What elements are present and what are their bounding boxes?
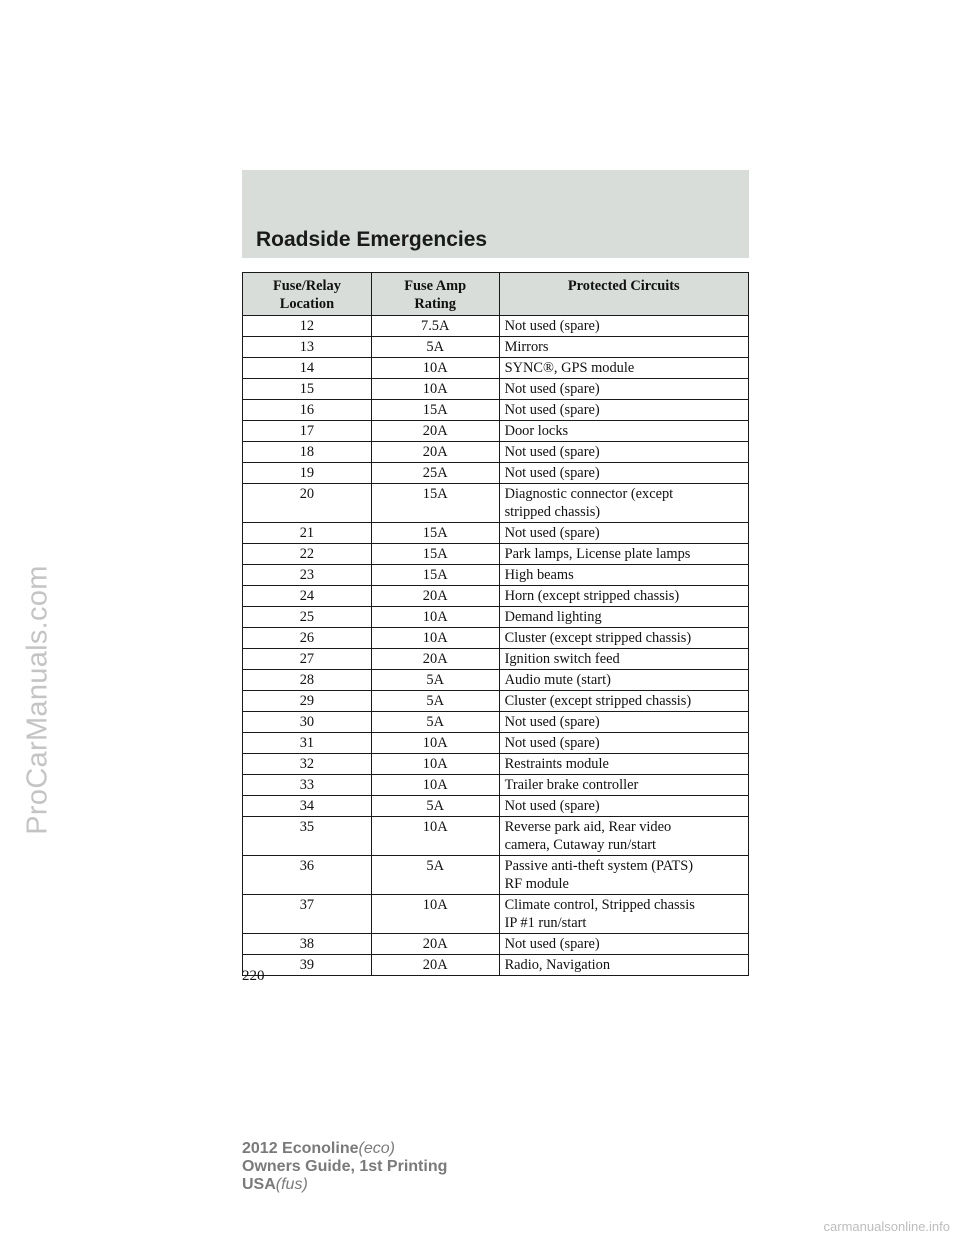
cell-location: 24 [243,586,372,607]
cell-protected-circuits: Audio mute (start) [499,670,748,691]
table-row [243,796,749,817]
cell-location: 32 [243,754,372,775]
table-row [243,442,749,463]
cell-protected-circuits: Not used (spare) [499,934,748,955]
watermark-text: ProCarManuals.com [21,565,54,835]
table-row [243,934,749,955]
cell-protected-circuits: High beams [499,565,748,586]
cell-protected-circuits: Horn (except stripped chassis) [499,586,748,607]
cell-amp-rating: 20A [371,442,499,463]
table-row [243,712,749,733]
table-row [243,358,749,379]
table-row [243,895,749,934]
cell-amp-rating: 10A [371,733,499,754]
cell-protected-circuits: Not used (spare) [499,379,748,400]
cell-amp-rating: 10A [371,817,499,856]
cell-amp-rating: 20A [371,934,499,955]
header-fuse-relay-location: Fuse/Relay Location [243,273,372,316]
cell-amp-rating: 10A [371,895,499,934]
table-row [243,691,749,712]
table-row [243,955,749,976]
cell-location: 26 [243,628,372,649]
cell-location: 37 [243,895,372,934]
cell-location: 33 [243,775,372,796]
cell-amp-rating: 15A [371,400,499,421]
cell-location: 36 [243,856,372,895]
table-row [243,337,749,358]
cell-amp-rating: 20A [371,586,499,607]
table-row [243,754,749,775]
cell-location: 30 [243,712,372,733]
cell-location: 19 [243,463,372,484]
footer-model: 2012 Econoline [242,1140,359,1157]
footer-model-code: (eco) [358,1140,395,1157]
table-row [243,775,749,796]
cell-location: 14 [243,358,372,379]
table-row [243,565,749,586]
cell-protected-circuits: Radio, Navigation [499,955,748,976]
cell-protected-circuits: Restraints module [499,754,748,775]
cell-amp-rating: 20A [371,421,499,442]
cell-amp-rating: 5A [371,712,499,733]
document-footer [242,1140,447,1194]
cell-location: 38 [243,934,372,955]
cell-location: 18 [243,442,372,463]
footer-market: USA [242,1176,276,1193]
page-number: 220 [242,968,265,984]
cell-protected-circuits: Climate control, Stripped chassis IP #1 run/start [499,895,748,934]
table-row [243,733,749,754]
cell-location: 20 [243,484,372,523]
cell-amp-rating: 10A [371,754,499,775]
cell-protected-circuits: Not used (spare) [499,523,748,544]
cell-protected-circuits: Passive anti-theft system (PATS) RF module [499,856,748,895]
cell-location: 17 [243,421,372,442]
cell-protected-circuits: Not used (spare) [499,796,748,817]
cell-protected-circuits: Trailer brake controller [499,775,748,796]
cell-protected-circuits: Cluster (except stripped chassis) [499,628,748,649]
cell-amp-rating: 10A [371,358,499,379]
cell-amp-rating: 15A [371,484,499,523]
cell-amp-rating: 15A [371,544,499,565]
cell-amp-rating: 25A [371,463,499,484]
cell-protected-circuits: Not used (spare) [499,400,748,421]
table-row [243,649,749,670]
cell-amp-rating: 20A [371,955,499,976]
cell-protected-circuits: Demand lighting [499,607,748,628]
table-row [243,607,749,628]
footer-guide: Owners Guide, 1st Printing [242,1158,448,1175]
cell-protected-circuits: Not used (spare) [499,712,748,733]
table-row [243,484,749,523]
table-row [243,421,749,442]
cell-amp-rating: 5A [371,796,499,817]
cell-protected-circuits: Door locks [499,421,748,442]
cell-location: 29 [243,691,372,712]
table-row [243,817,749,856]
cell-amp-rating: 5A [371,670,499,691]
cell-location: 13 [243,337,372,358]
cell-amp-rating: 5A [371,856,499,895]
table-row [243,523,749,544]
table-row [243,544,749,565]
cell-protected-circuits: Not used (spare) [499,442,748,463]
cell-amp-rating: 10A [371,607,499,628]
cell-protected-circuits: Not used (spare) [499,733,748,754]
cell-amp-rating: 5A [371,691,499,712]
header-protected-circuits: Protected Circuits [499,273,748,316]
cell-protected-circuits: Reverse park aid, Rear video camera, Cutaway run/start [499,817,748,856]
carmanualsonline-watermark: carmanualsonline.info [823,1219,950,1234]
table-row [243,628,749,649]
cell-amp-rating: 15A [371,523,499,544]
cell-protected-circuits: Not used (spare) [499,463,748,484]
header-fuse-amp-rating: Fuse Amp Rating [371,273,499,316]
cell-location: 23 [243,565,372,586]
cell-amp-rating: 5A [371,337,499,358]
cell-protected-circuits: Diagnostic connector (except stripped chassis) [499,484,748,523]
cell-amp-rating: 10A [371,628,499,649]
cell-location: 16 [243,400,372,421]
cell-amp-rating: 10A [371,379,499,400]
cell-protected-circuits: SYNC®, GPS module [499,358,748,379]
table-row [243,379,749,400]
cell-location: 12 [243,316,372,337]
table-row [243,463,749,484]
cell-location: 31 [243,733,372,754]
table-row [243,316,749,337]
fuse-table-header-row [243,273,749,316]
cell-location: 15 [243,379,372,400]
fuse-table [242,272,749,976]
cell-protected-circuits: Mirrors [499,337,748,358]
cell-protected-circuits: Cluster (except stripped chassis) [499,691,748,712]
table-row [243,670,749,691]
cell-protected-circuits: Ignition switch feed [499,649,748,670]
section-title: Roadside Emergencies [256,228,488,251]
cell-protected-circuits: Park lamps, License plate lamps [499,544,748,565]
cell-location: 28 [243,670,372,691]
cell-amp-rating: 20A [371,649,499,670]
table-row [243,400,749,421]
cell-location: 22 [243,544,372,565]
fuse-table-body [243,316,749,976]
table-row [243,586,749,607]
cell-amp-rating: 10A [371,775,499,796]
cell-location: 21 [243,523,372,544]
cell-location: 35 [243,817,372,856]
procarmanuals-watermark [8,500,68,900]
cell-location: 34 [243,796,372,817]
footer-market-code: (fus) [275,1176,308,1193]
section-header-band [242,170,749,258]
cell-location: 39 [243,955,372,976]
cell-protected-circuits: Not used (spare) [499,316,748,337]
cell-location: 27 [243,649,372,670]
cell-amp-rating: 7.5A [371,316,499,337]
table-row [243,856,749,895]
cell-location: 25 [243,607,372,628]
cell-amp-rating: 15A [371,565,499,586]
